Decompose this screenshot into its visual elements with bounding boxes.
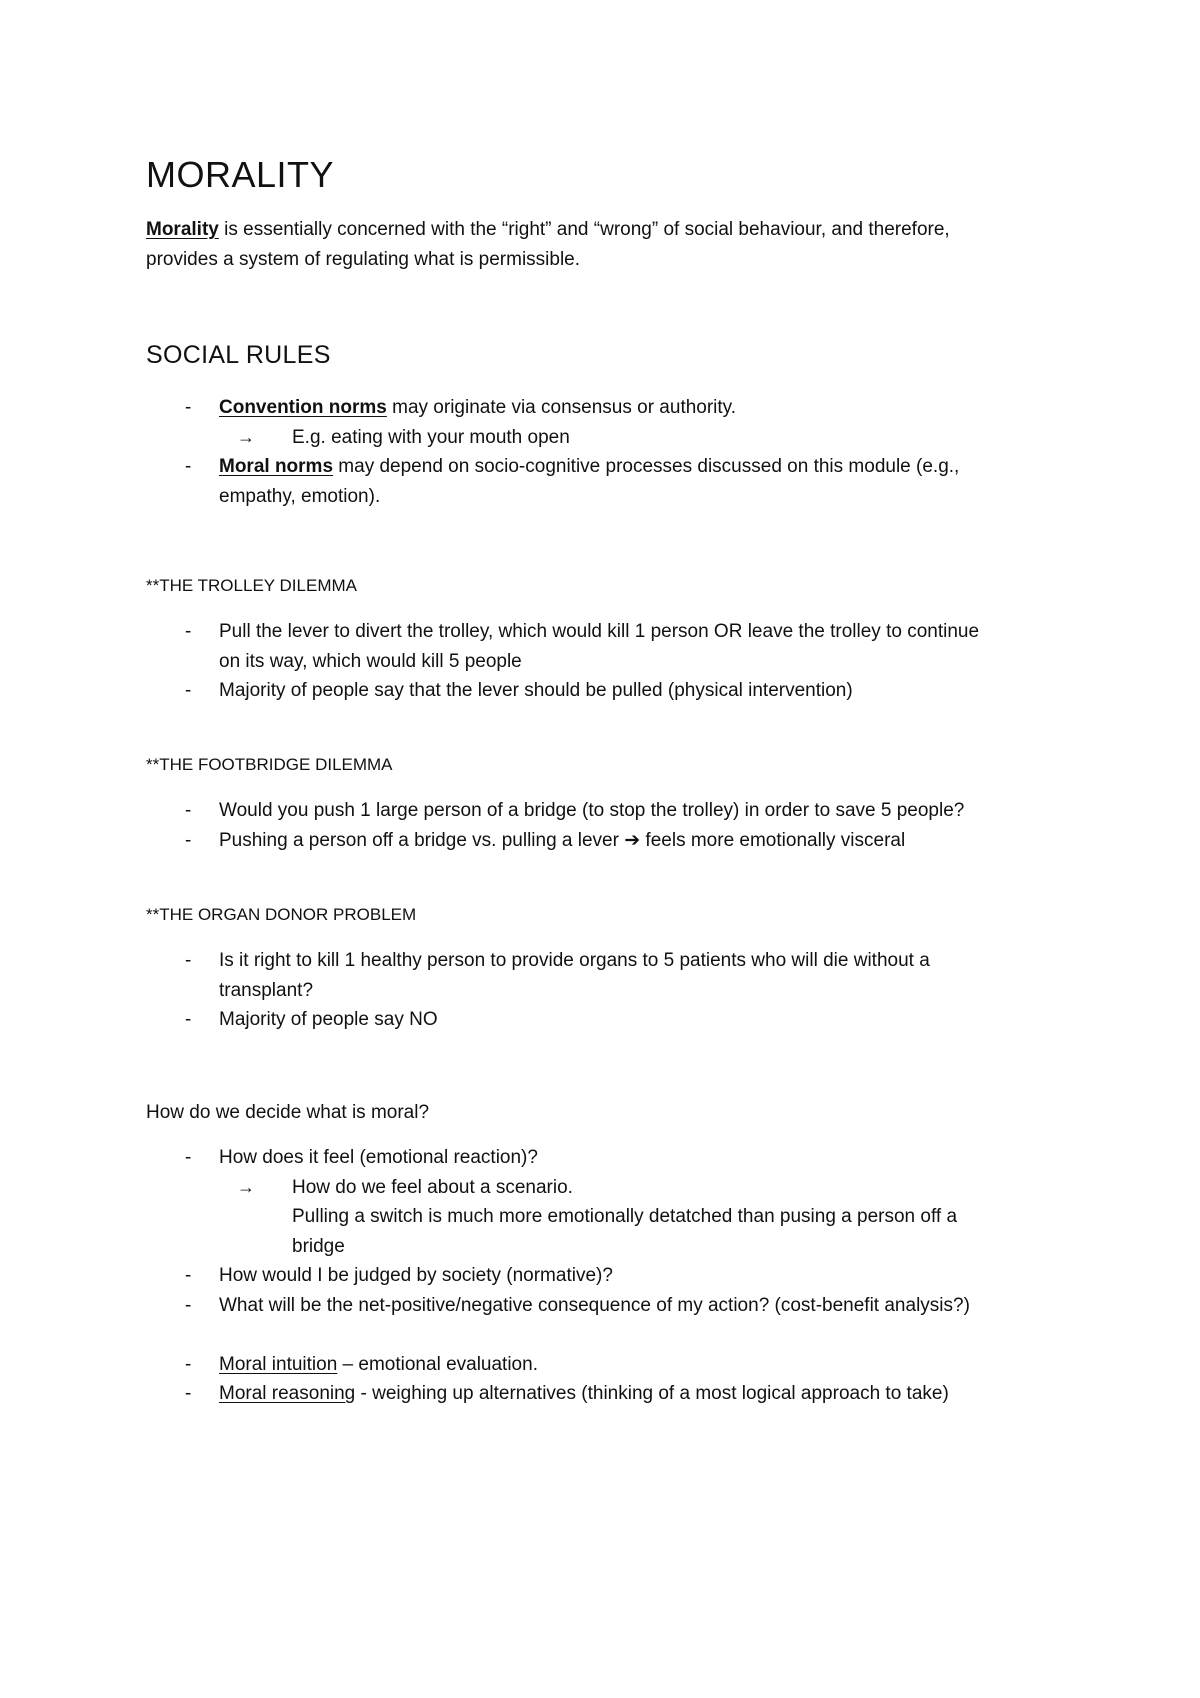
organ-item-1-line-1: Is it right to kill 1 healthy person to provide organs to 5 patients who will die without a xyxy=(219,950,930,971)
decide-item-1-sub-2: Pulling a switch is much more emotionally detatched than pusing a person off a xyxy=(292,1206,958,1227)
bullet-dash: - xyxy=(185,621,192,642)
moral-intuition-term: Moral intuition xyxy=(219,1354,338,1375)
moral-reasoning-term: Moral reasoning xyxy=(219,1383,356,1404)
arrow-icon: → xyxy=(237,1177,255,1197)
bullet-dash: - xyxy=(185,456,192,477)
bullet-dash: - xyxy=(185,1383,192,1404)
bullet-dash: - xyxy=(185,397,192,418)
trolley-item-1-line-2: on its way, which would kill 5 people xyxy=(219,651,522,672)
footbridge-item-1: Would you push 1 large person of a bridge (to stop the trolley) in order to save 5 people? xyxy=(219,800,965,821)
bullet-dash: - xyxy=(185,950,192,971)
bullet-dash: - xyxy=(185,1009,192,1030)
decide-item-5-text: - weighing up alternatives (thinking of a most logical approach to take) xyxy=(355,1383,949,1404)
decide-item-2: How would I be judged by society (normative)? xyxy=(219,1265,613,1286)
social-rules-item-1-text: may originate via consensus or authority. xyxy=(386,397,737,418)
decide-question: How do we decide what is moral? xyxy=(146,1102,430,1123)
social-rules-heading: SOCIAL RULES xyxy=(146,341,331,369)
organ-item-2: Majority of people say NO xyxy=(219,1009,438,1030)
decide-item-1-sub-1: How do we feel about a scenario. xyxy=(292,1177,573,1198)
trolley-item-2: Majority of people say that the lever should be pulled (physical intervention) xyxy=(219,680,853,701)
bullet-dash: - xyxy=(185,1147,192,1168)
intro-term: Morality xyxy=(146,219,219,240)
bullet-dash: - xyxy=(185,800,192,821)
footbridge-item-2 xyxy=(219,831,905,850)
social-rules-item-1-sub: E.g. eating with your mouth open xyxy=(292,427,570,448)
document-title: MORALITY xyxy=(146,154,335,195)
social-rules-item-2-cont: empathy, emotion). xyxy=(219,486,381,507)
social-rules-item-1 xyxy=(219,398,736,417)
decide-item-1: How does it feel (emotional reaction)? xyxy=(219,1147,538,1168)
intro-line-2: provides a system of regulating what is permissible. xyxy=(146,249,581,270)
intro-line-1 xyxy=(146,220,950,239)
intro-line-1-text: is essentially concerned with the “right” and “wrong” of social behaviour, and therefore, xyxy=(218,219,950,240)
decide-item-5 xyxy=(219,1384,949,1403)
bullet-dash: - xyxy=(185,1265,192,1286)
social-rules-item-2 xyxy=(219,457,959,476)
trolley-item-1-line-1: Pull the lever to divert the trolley, which would kill 1 person OR leave the trolley to continue xyxy=(219,621,980,642)
arrow-right-icon: ➔ xyxy=(624,830,641,851)
footbridge-heading: **THE FOOTBRIDGE DILEMMA xyxy=(146,755,393,774)
organ-heading: **THE ORGAN DONOR PROBLEM xyxy=(146,905,417,924)
bullet-dash: - xyxy=(185,1295,192,1316)
decide-item-3: What will be the net-positive/negative consequence of my action? (cost-benefit analysis?) xyxy=(219,1295,970,1316)
organ-item-1-line-2: transplant? xyxy=(219,980,314,1001)
arrow-icon: → xyxy=(237,427,255,447)
decide-item-1-sub-3: bridge xyxy=(292,1236,345,1257)
moral-norms-term: Moral norms xyxy=(219,456,334,477)
trolley-heading: **THE TROLLEY DILEMMA xyxy=(146,576,357,595)
footbridge-item-2-text-b: feels more emotionally visceral xyxy=(640,830,906,851)
bullet-dash: - xyxy=(185,1354,192,1375)
convention-norms-term: Convention norms xyxy=(219,397,387,418)
footbridge-item-2-text-a: Pushing a person off a bridge vs. pulling a lever xyxy=(219,830,625,851)
social-rules-item-2-text: may depend on socio-cognitive processes discussed on this module (e.g., xyxy=(333,456,960,477)
bullet-dash: - xyxy=(185,680,192,701)
decide-item-4-text: – emotional evaluation. xyxy=(337,1354,538,1375)
decide-item-4 xyxy=(219,1355,538,1374)
bullet-dash: - xyxy=(185,830,192,851)
